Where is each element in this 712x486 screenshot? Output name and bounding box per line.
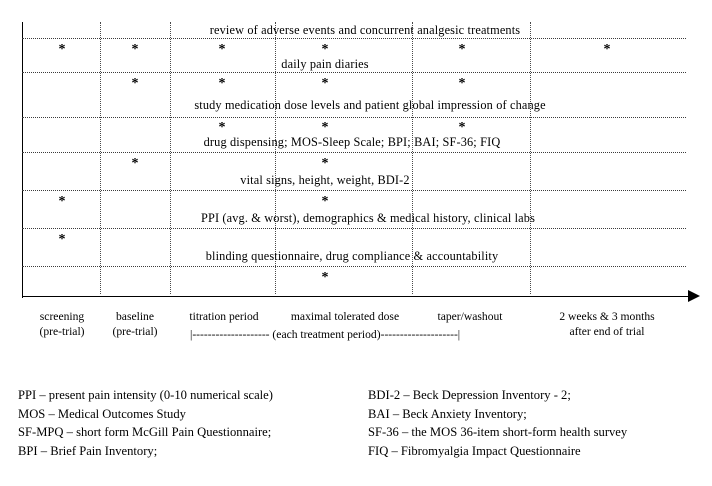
legend-item-ppi: PPI – present pain intensity (0-10 numerical scale) (18, 388, 273, 402)
star-mark: * (131, 156, 139, 171)
x-axis-label-line1: maximal tolerated dose (290, 310, 400, 323)
x-axis-label-line1: titration period (189, 310, 259, 323)
x-axis-label-line2: (pre-trial) (112, 325, 158, 338)
y-axis-line (22, 22, 23, 298)
x-axis-label-line2: after end of trial (569, 325, 645, 338)
x-axis-arrow-icon (688, 290, 700, 302)
star-mark: * (58, 194, 66, 209)
column-divider-baseline-titration (170, 22, 171, 294)
row-divider-4 (22, 152, 686, 153)
row-divider-6 (22, 228, 686, 229)
star-mark: * (458, 42, 466, 57)
star-mark: * (321, 120, 329, 135)
x-axis-label-line1: screening (39, 310, 85, 323)
abbreviation-legend (0, 386, 712, 486)
star-mark: * (603, 42, 611, 57)
x-axis-label-line1: taper/washout (437, 310, 503, 323)
star-mark: * (218, 42, 226, 57)
legend-item-sf-36: SF-36 – the MOS 36-item short-form health survey (368, 425, 628, 439)
star-mark: * (58, 42, 66, 57)
treatment-period-bracket: |-------------------- (each treatment period)--------------------| (190, 328, 461, 341)
star-mark: * (321, 76, 329, 91)
row-divider-2 (22, 72, 686, 73)
row-divider-7 (22, 266, 686, 267)
star-mark: * (321, 156, 329, 171)
star-mark: * (321, 42, 329, 57)
star-mark: * (321, 194, 329, 209)
star-mark: * (218, 120, 226, 135)
legend-item-bpi: BPI – Brief Pain Inventory; (18, 443, 158, 458)
star-mark: * (58, 232, 66, 247)
band-label-drug-dispensing: drug dispensing; MOS-Sleep Scale; BPI; BAI; SF-36; FIQ (203, 135, 501, 149)
star-mark: * (458, 76, 466, 91)
row-divider-5 (22, 190, 686, 191)
x-axis-label-baseline (112, 309, 157, 339)
band-label-adverse-events: review of adverse events and concurrent analgesic treatments (209, 23, 521, 37)
x-axis-label-line1: 2 weeks & 3 months (559, 310, 655, 323)
x-axis-label-followup (559, 309, 654, 339)
star-mark: * (321, 270, 329, 285)
band-label-daily-pain-diaries: daily pain diaries (281, 57, 369, 71)
legend-item-fiq: FIQ – Fibromyalgia Impact Questionnaire (368, 443, 581, 458)
column-divider-taper-followup (530, 22, 531, 294)
legend-item-sf-mpq: SF-MPQ – short form McGill Pain Questionnaire; (18, 425, 272, 439)
column-divider-screening-baseline (100, 22, 101, 294)
legend-item-mos: MOS – Medical Outcomes Study (18, 406, 186, 421)
star-mark: * (458, 120, 466, 135)
row-divider-1 (22, 38, 686, 39)
star-mark: * (131, 42, 139, 57)
legend-column-right (368, 386, 708, 460)
x-axis-label-maximal-tolerated-dose (291, 309, 399, 324)
x-axis-line (22, 296, 694, 297)
x-axis-label-line2: (pre-trial) (39, 325, 85, 338)
legend-column-left (18, 386, 368, 460)
legend-item-bai: BAI – Beck Anxiety Inventory; (368, 406, 527, 421)
x-axis-label-taper-washout (437, 309, 502, 324)
band-label-blinding-questionnaire: blinding questionnaire, drug compliance & accountability (205, 249, 499, 263)
band-label-vital-signs: vital signs, height, weight, BDI-2 (240, 173, 410, 187)
row-divider-3 (22, 117, 686, 118)
x-axis-label-screening (39, 309, 84, 339)
x-axis-label-line1: baseline (116, 310, 154, 323)
band-label-ppi-demographics: PPI (avg. & worst), demographics & medical history, clinical labs (200, 211, 536, 225)
band-label-study-medication: study medication dose levels and patient global impression of change (194, 98, 546, 112)
x-axis-label-titration-period (189, 309, 258, 324)
star-mark: * (131, 76, 139, 91)
star-mark: * (218, 76, 226, 91)
legend-item-bdi-2: BDI-2 – Beck Depression Inventory - 2; (368, 388, 571, 402)
